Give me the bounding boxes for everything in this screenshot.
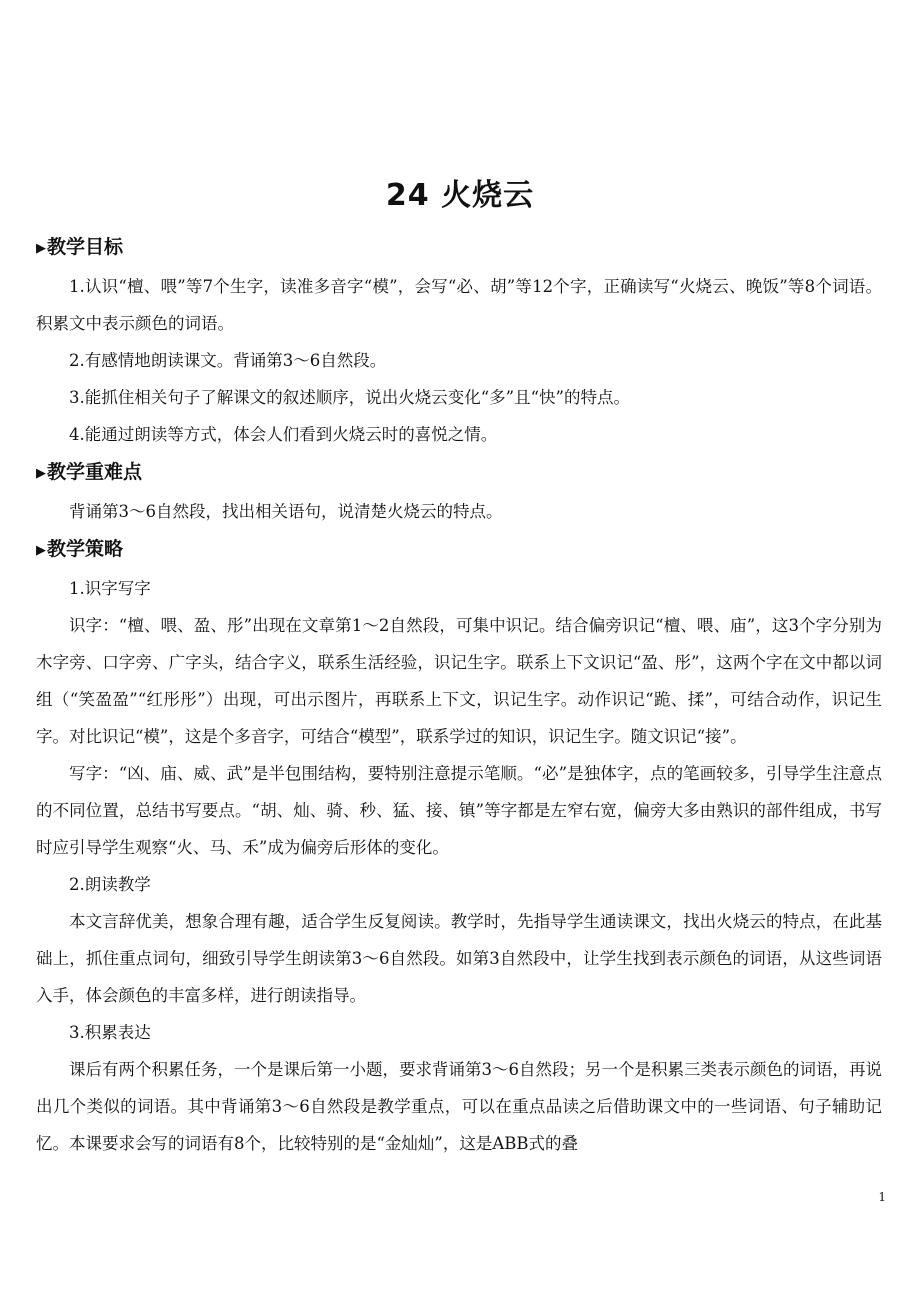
strategy-paragraph: 课后有两个积累任务，一个是课后第一小题，要求背诵第3～6自然段；另一个是积累三类表示颜色的词语，再说出几个类似的词语。其中背诵第3～6自然段是教学重点，可以在重点品读之后借助课文中的一些词语、句子辅助记忆。本课要求会写的词语有8个，比较特别的是“金灿灿”，这是ABB式的叠 [36, 1060, 882, 1153]
goal-item: 4.能通过朗读等方式，体会人们看到火烧云时的喜悦之情。 [69, 425, 498, 444]
section-heading-strategy-label: 教学策略 [47, 538, 124, 560]
page-number: 1 [878, 1190, 886, 1204]
section-heading-strategy [36, 530, 882, 570]
keypoints-text: 背诵第3～6自然段，找出相关语句，说清楚火烧云的特点。 [69, 502, 503, 521]
document-body [36, 228, 882, 1162]
section-heading-goals [36, 228, 882, 268]
goal-item: 2.有感情地朗读课文。背诵第3～6自然段。 [69, 351, 387, 370]
triangle-bullet-icon: ▶ [36, 241, 46, 256]
section-heading-keypoints-label: 教学重难点 [47, 461, 143, 483]
strategy-paragraph: 本文言辞优美，想象合理有趣，适合学生反复阅读。教学时，先指导学生通读课文，找出火烧云的特点，在此基础上，抓住重点词句，细致引导学生朗读第3～6自然段。如第3自然段中，让学生找到表示颜色的词语，从这些词语入手，体会颜色的丰富多样，进行朗读指导。 [36, 912, 882, 1005]
strategy-subtitle-expression: 3.积累表达 [69, 1023, 151, 1042]
section-heading-goals-label: 教学目标 [47, 236, 124, 258]
triangle-bullet-icon: ▶ [36, 543, 46, 558]
goal-item: 3.能抓住相关句子了解课文的叙述顺序，说出火烧云变化“多”且“快”的特点。 [69, 388, 630, 407]
page-title: 24 火烧云 [385, 178, 535, 213]
strategy-subtitle-reading: 2.朗读教学 [69, 875, 151, 894]
strategy-paragraph: 写字：“凶、庙、威、武”是半包围结构，要特别注意提示笔顺。“必”是独体字，点的笔画较多，引导学生注意点的不同位置，总结书写要点。“胡、灿、骑、秒、猛、接、镇”等字都是左窄右宽，偏旁大多由熟识的部件组成，书写时应引导学生观察“火、马、禾”成为偏旁后形体的变化。 [36, 764, 882, 857]
strategy-subtitle-literacy: 1.识字写字 [69, 579, 151, 598]
strategy-paragraph: 识字：“檀、喂、盈、彤”出现在文章第1～2自然段，可集中识记。结合偏旁识记“檀、喂、庙”，这3个字分别为木字旁、口字旁、广字头，结合字义，联系生活经验，识记生字。联系上下文识记“盈、彤”，这两个字在文中都以词组（“笑盈盈”“红彤彤”）出现，可出示图片，再联系上下文，识记生字。动作识记“跪、揉”，可结合动作，识记生字。对比识记“模”，这是个多音字，可结合“模型”，联系学过的知识，识记生字。随文识记“接”。 [36, 616, 882, 746]
section-heading-keypoints [36, 453, 882, 493]
triangle-bullet-icon: ▶ [36, 466, 46, 481]
goal-item: 1.认识“檀、喂”等7个生字，读准多音字“模”，会写“必、胡”等12个字，正确读写“火烧云、晚饭”等8个词语。积累文中表示颜色的词语。 [36, 277, 882, 333]
